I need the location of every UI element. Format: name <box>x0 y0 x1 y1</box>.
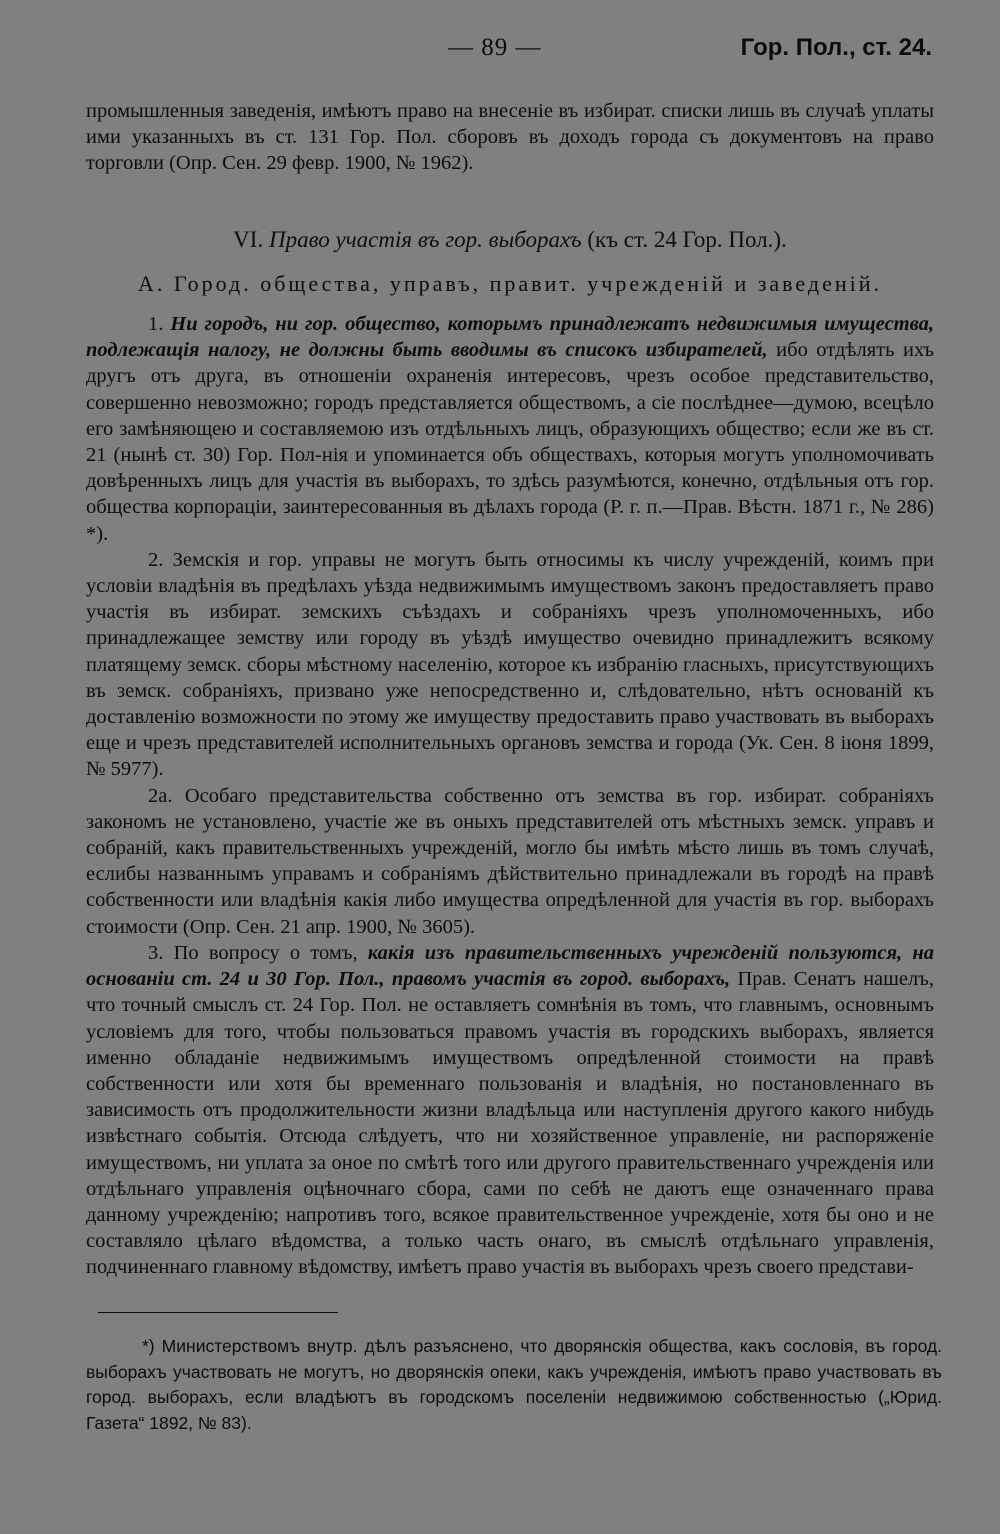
footnote: *) Министерствомъ внутр. дѣлъ разъяснено, что дворянскія общества, какъ сословія, въ город. выборахъ участвовать не могутъ, но дворянскія опеки, какъ учрежденія, имѣютъ право участвовать въ город. выборахъ, если владѣютъ въ городскомъ поселеніи недвижимою собственностью („Юрид. Газета“ 1892, № 83). <box>86 1336 942 1433</box>
paragraph-3 <box>86 940 934 1281</box>
page-number: — 89 — <box>448 34 542 61</box>
intro-paragraph: промышленныя заведенія, имѣютъ право на внесеніе въ избират. списки лишь въ случаѣ уплаты ими указанныхъ въ ст. 131 Гор. Пол. сборовъ въ доходъ города съ документовъ на право торговли (Опр. Сен. 29 февр. 1900, № 1962). <box>86 100 934 175</box>
section-heading <box>86 227 934 253</box>
section-number: VI. <box>233 226 264 252</box>
paragraph-1-text: ибо отдѣлять ихъ другъ отъ друга, въ отношеніи охраненія интересовъ, чрезъ особое представительство, совершенно невозможно; городъ представляется обществомъ, а сіе послѣднее—думою, всецѣло его замѣняющею и составляемою изъ отдѣльныхъ лицъ, образующихъ общество; если же въ ст. 21 (нынѣ ст. 30) Гор. Пол-нія и упоминается объ обществахъ, которыя могутъ уполномочивать довѣренныхъ лицъ для участія въ выборахъ, то здѣсь разумѣются, конечно, отдѣльныя отъ гор. общества корпораціи, заинтересованныя въ дѣлахъ города (Р. г. п.—Прав. Вѣстн. 1871 г., № 286) *). <box>86 339 935 545</box>
paragraph-2: 2. Земскія и гор. управы не могутъ быть относимы къ числу учрежденій, коимъ при условіи владѣнія въ предѣлахъ уѣзда недвижимымъ имуществомъ законъ предоставляетъ право участія въ избират. земскихъ съѣздахъ и собраніяхъ чрезъ уполномоченныхъ, ибо принадлежащее земству или городу въ уѣздѣ имущество очевидно принадлежитъ всякому платящему земск. сборы мѣстному населенію, которое къ избранію гласныхъ, присутствующихъ въ земск. собраніяхъ, призвано уже непосредственно и, слѣдовательно, нѣтъ основаній къ доставленію возможности по этому же имуществу предоставить право участвовать въ выборахъ еще и чрезъ представителей исполнительныхъ органовъ земства и города (Ук. Сен. 8 іюня 1899, № 5977). <box>86 548 934 781</box>
section-title: Право участія въ гор. выборахъ <box>268 226 582 252</box>
subsection-heading: А. Город. общества, управъ, правит. учрежденій и заведеній. <box>137 270 883 296</box>
running-title: Гор. Пол., ст. 24. <box>740 34 932 61</box>
paragraph-1-emphasis: Ни городъ, ни гор. общество, которымъ принадлежатъ недвижимыя имущества, подлежащія налогу, не должны быть вводимы въ списокъ избирателей, <box>86 313 935 362</box>
page-header <box>0 34 1000 74</box>
page-body <box>86 98 934 1281</box>
paragraph-3-emphasis: какія изъ правительственныхъ учрежденій пользуются, на основаніи ст. 24 и 30 Гор. Пол., правомъ участія въ город. выборахъ, <box>86 941 934 991</box>
paragraph-1 <box>86 311 934 547</box>
section-reference: (къ ст. 24 Гор. Пол.). <box>587 226 787 252</box>
paragraph-2a: 2а. Особаго представительства собственно отъ земства въ гор. избират. собраніяхъ закономъ не установлено, участіе же въ оныхъ представителей отъ мѣстныхъ земск. управъ и собраній, какъ правительственныхъ учрежденій, могло бы имѣть мѣсто лишь въ томъ случаѣ, еслибы названнымъ управамъ и собраніямъ дѣйствительно принадлежали въ городѣ на правѣ собственности или владѣнія какія либо имущества опредѣленной для участія въ гор. выборахъ стоимости (Опр. Сен. 21 апр. 1900, № 3605). <box>86 784 934 938</box>
paragraph-3-lead: 3. По вопросу о томъ, <box>148 941 358 964</box>
footnote-divider <box>98 1312 338 1313</box>
paragraph-3-text: Прав. Сенатъ нашелъ, что точный смыслъ ст. 24 Гор. Пол. не оставляетъ сомнѣнія въ томъ, что главнымъ, основнымъ условіемъ для того, чтобы пользоваться правомъ участія въ городскихъ выборахъ, является именно обладаніе недвижимымъ имуществомъ опредѣленной стоимости на правѣ собственности или хотя бы временнаго пользованія и владѣнія, но постановленнаго въ зависимость отъ продолжительности жизни владѣльца или наступленія другого какого нибудь извѣстнаго событія. Отсюда слѣдуетъ, что ни хозяйственное управленіе, ни распоряженіе имуществомъ, ни уплата за оное по смѣтѣ того или другого правительственнаго учрежденія или отдѣльнаго управленія оцѣночнаго сбора, сами по себѣ не даютъ еще означеннаго права данному учрежденію; напротивъ того, всякое правительственное учрежденіе, хотя бы оно и не составляло цѣлаго вѣдомства, а только часть онаго, въ смыслѣ отдѣльнаго управленія, подчиненнаго главному вѣдомству, имѣетъ право участія въ выборахъ чрезъ своего представи- <box>86 968 934 1279</box>
paragraph-1-number: 1. <box>148 313 164 336</box>
